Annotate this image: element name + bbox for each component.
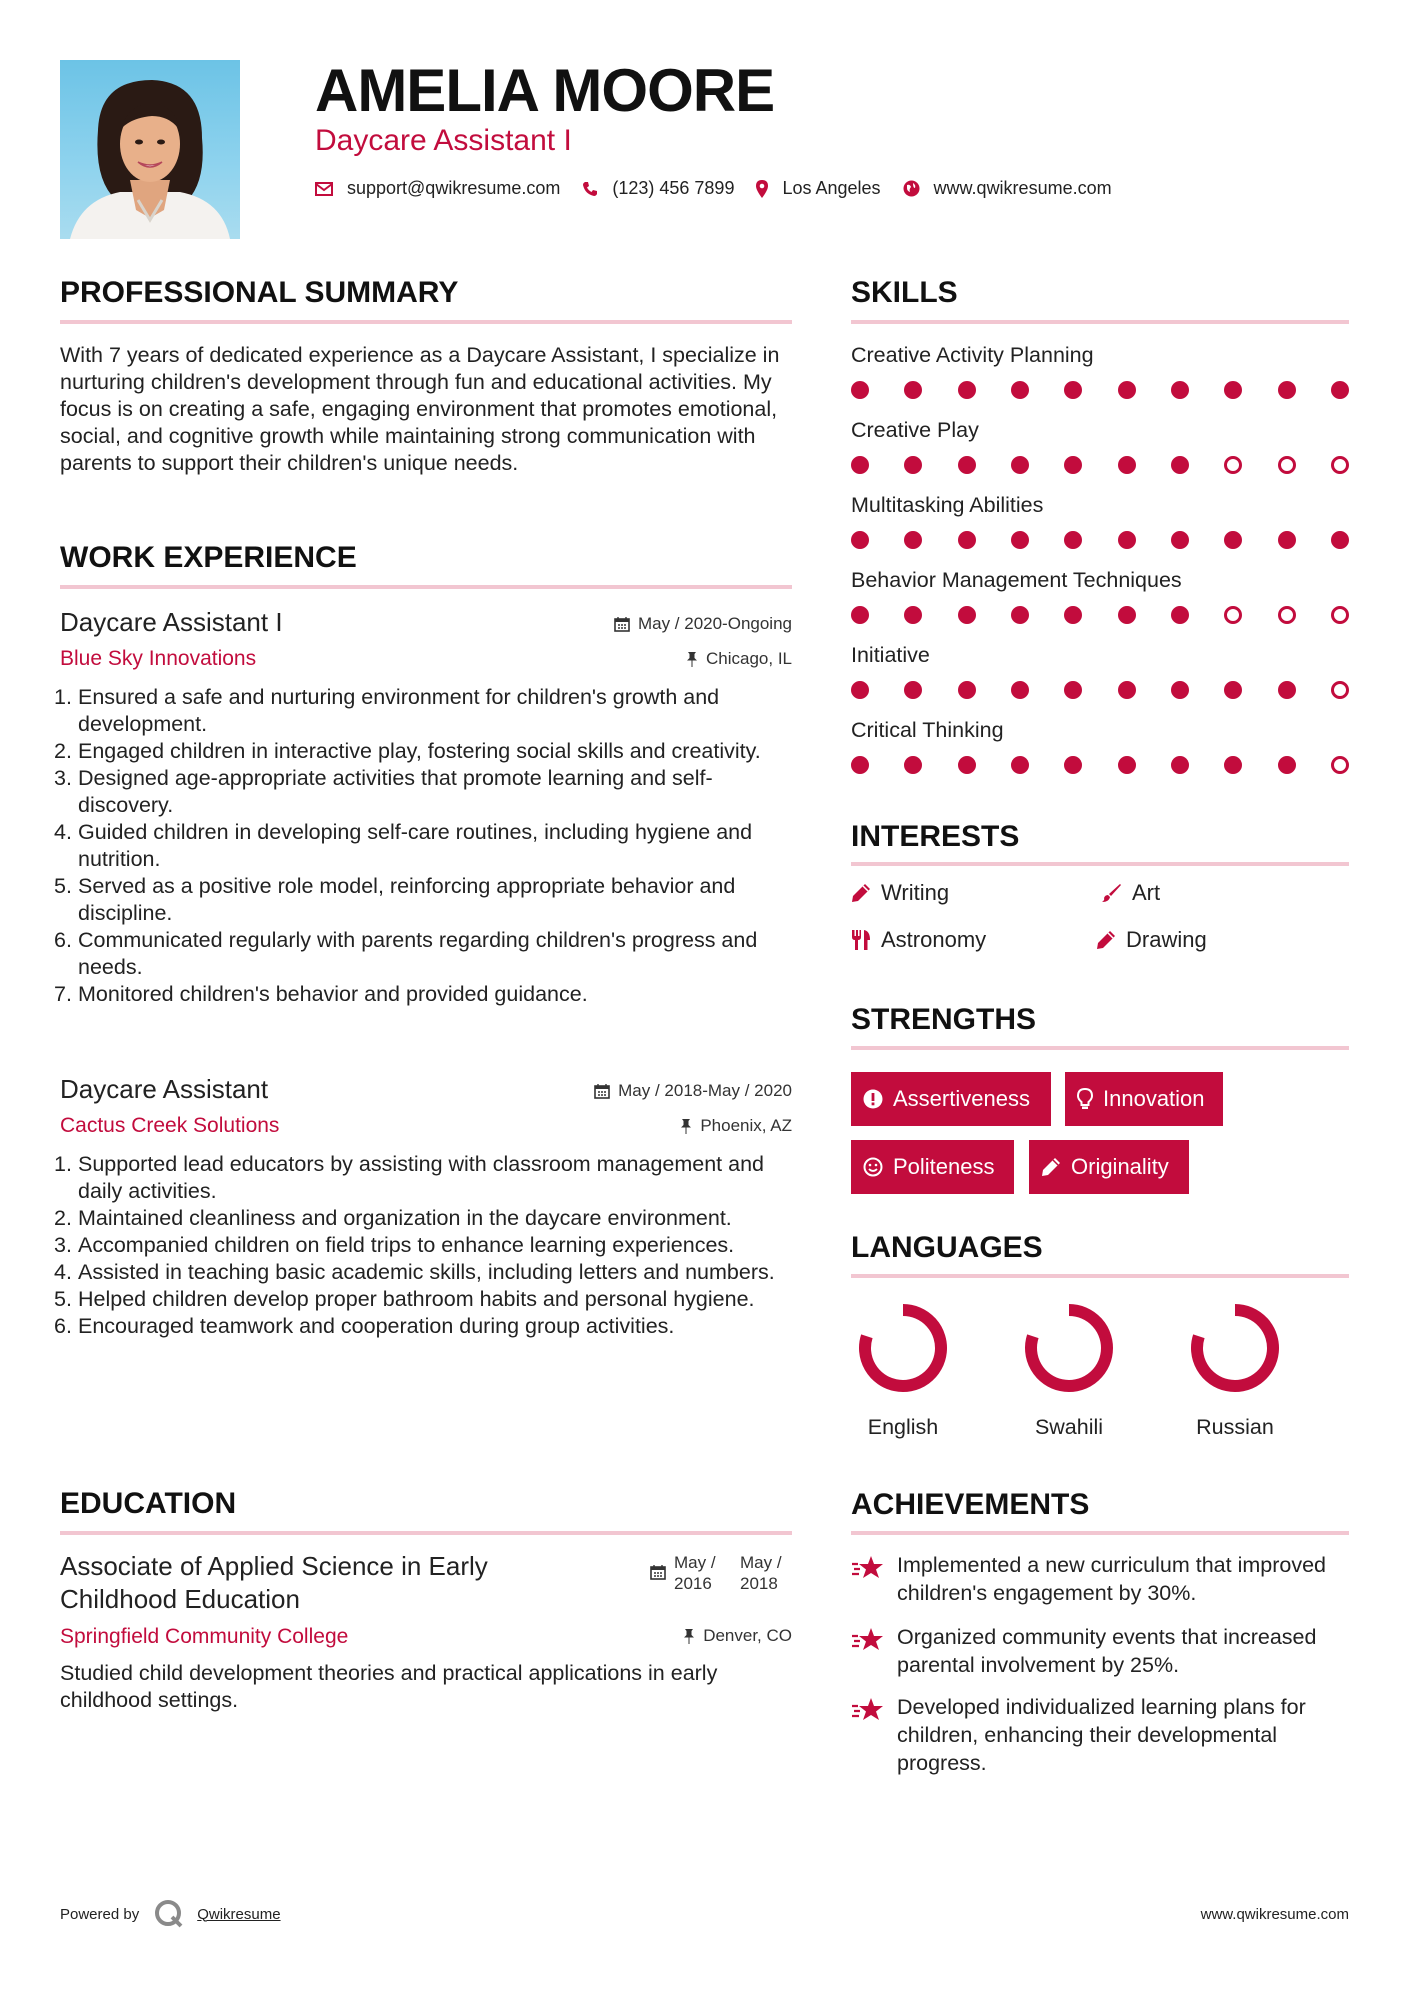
star-icon — [851, 1627, 885, 1653]
skill-dot-filled — [851, 531, 869, 549]
interest-label: Writing — [881, 880, 950, 905]
languages-heading: LANGUAGES — [851, 1231, 1043, 1264]
calendar-icon — [594, 1083, 610, 1099]
footer-branding — [60, 1898, 281, 1930]
pushpin-icon — [683, 1628, 695, 1644]
achievement-item — [851, 1623, 1351, 1679]
skill-name: Critical Thinking — [851, 718, 1004, 742]
map-pin-icon — [756, 180, 768, 198]
achievement-text: Organized community events that increased parental involvement by 25%. — [897, 1625, 1317, 1677]
education-dates — [650, 1552, 792, 1594]
skill-dot-empty — [1331, 681, 1349, 699]
skill-dot-filled — [904, 606, 922, 624]
list-item: 5. Helped children develop proper bathroom habits and personal hygiene. — [54, 1287, 755, 1311]
job-dates-text: May / 2018-May / 2020 — [618, 1081, 792, 1100]
skill-dot-filled — [958, 381, 976, 399]
powered-by-text: Powered by — [60, 1905, 140, 1923]
skill-dot-filled — [851, 606, 869, 624]
contact-email[interactable] — [315, 178, 560, 199]
skill-dot-filled — [1118, 381, 1136, 399]
contact-phone[interactable] — [582, 178, 734, 199]
skill-dot-filled — [958, 756, 976, 774]
list-item: 3. Designed age-appropriate activities that promote learning and self-discovery. — [54, 766, 713, 817]
interest-item — [851, 880, 949, 906]
achievement-item — [851, 1551, 1351, 1607]
job-entry — [54, 606, 792, 1008]
pencil-icon — [851, 883, 871, 903]
skill-dot-filled — [1011, 606, 1029, 624]
contact-bar — [315, 178, 1134, 199]
candidate-title: Daycare Assistant I — [315, 124, 572, 157]
interest-item — [1100, 880, 1160, 906]
language-name: Russian — [1196, 1415, 1274, 1439]
contact-location — [756, 178, 880, 199]
experience-heading: WORK EXPERIENCE — [60, 541, 357, 574]
footer-website[interactable]: www.qwikresume.com — [1200, 1906, 1349, 1923]
list-item: 4. Assisted in teaching basic academic skills, including letters and numbers. — [54, 1260, 775, 1284]
language-item — [848, 1300, 958, 1440]
exclamation-circle-icon — [863, 1089, 883, 1109]
education-divider — [60, 1531, 792, 1535]
job-dates — [594, 1081, 792, 1101]
education-description: Studied child development theories and practical applications in early childhood settings. — [60, 1661, 718, 1712]
skill-rating — [851, 456, 1349, 476]
skill-dot-filled — [1278, 381, 1296, 399]
list-item: 2. Maintained cleanliness and organization in the daycare environment. — [54, 1206, 732, 1230]
skill-name: Creative Activity Planning — [851, 343, 1094, 367]
language-item — [1014, 1300, 1124, 1440]
job-dates — [614, 614, 792, 634]
skill-dot-empty — [1224, 606, 1242, 624]
strength-label: Originality — [1071, 1154, 1169, 1179]
pushpin-icon — [686, 651, 698, 667]
skill-dot-filled — [904, 681, 922, 699]
skill-dot-filled — [851, 756, 869, 774]
strength-label: Innovation — [1103, 1086, 1205, 1111]
phone-icon — [582, 181, 598, 197]
skill-rating — [851, 681, 1349, 701]
job-entry — [54, 1073, 792, 1340]
list-item: 2. Engaged children in interactive play, fostering social skills and creativity. — [54, 739, 761, 763]
skill-dot-empty — [1278, 456, 1296, 474]
language-level-ring — [1187, 1300, 1283, 1396]
skill-dot-filled — [1118, 606, 1136, 624]
skill-rating — [851, 381, 1349, 401]
envelope-icon — [315, 182, 333, 196]
language-name: English — [867, 1415, 939, 1439]
skill-rating — [851, 756, 1349, 776]
skill-dot-filled — [1278, 531, 1296, 549]
skill-dot-filled — [958, 681, 976, 699]
list-item: 6. Encouraged teamwork and cooperation during group activities. — [54, 1314, 675, 1338]
job-location-text: Chicago, IL — [706, 649, 792, 668]
skill-name: Creative Play — [851, 418, 979, 442]
skill-dot-filled — [1224, 531, 1242, 549]
skill-dot-empty — [1331, 756, 1349, 774]
job-location — [686, 649, 792, 669]
skill-dot-filled — [1118, 681, 1136, 699]
calendar-icon — [614, 616, 630, 632]
pushpin-icon — [680, 1118, 692, 1134]
language-level-arc — [1031, 1310, 1107, 1386]
achievement-item — [851, 1693, 1351, 1777]
phone-text: (123) 456 7899 — [612, 178, 735, 198]
education-location — [683, 1626, 792, 1646]
job-location-text: Phoenix, AZ — [700, 1116, 792, 1135]
utensils-icon — [851, 929, 871, 951]
achievement-text: Implemented a new curriculum that improved children's engagement by 30%. — [897, 1553, 1326, 1605]
skill-dot-filled — [1171, 531, 1189, 549]
skill-dot-filled — [1118, 456, 1136, 474]
skill-dot-filled — [958, 456, 976, 474]
job-dates-text: May / 2020-Ongoing — [637, 614, 792, 633]
strength-badge — [1029, 1140, 1189, 1194]
skill-name: Behavior Management Techniques — [851, 568, 1182, 592]
job-company: Blue Sky Innovations — [60, 647, 257, 670]
skill-dot-filled — [1171, 681, 1189, 699]
skill-dot-filled — [904, 381, 922, 399]
pencil-icon — [1096, 930, 1116, 950]
skill-dot-empty — [1278, 606, 1296, 624]
skill-dot-filled — [1171, 756, 1189, 774]
skill-dot-filled — [1064, 456, 1082, 474]
skill-dot-filled — [958, 606, 976, 624]
experience-divider — [60, 585, 792, 589]
interest-item — [1096, 927, 1207, 953]
job-bullets — [54, 684, 792, 1008]
language-level-arc — [865, 1310, 941, 1386]
skill-dot-filled — [904, 531, 922, 549]
strengths-divider — [851, 1046, 1349, 1050]
star-icon — [851, 1555, 885, 1581]
skill-dot-empty — [1331, 606, 1349, 624]
skill-dot-filled — [1064, 606, 1082, 624]
strength-badge — [1065, 1072, 1223, 1126]
job-title: Daycare Assistant — [60, 1074, 269, 1104]
language-level-ring — [855, 1300, 951, 1396]
skill-dot-filled — [851, 381, 869, 399]
language-item — [1180, 1300, 1290, 1440]
skill-dot-filled — [904, 756, 922, 774]
education-start: May / 2016 — [674, 1553, 716, 1593]
language-level-arc — [1197, 1310, 1273, 1386]
skill-dot-filled — [1331, 531, 1349, 549]
list-item: 3. Accompanied children on field trips to enhance learning experiences. — [54, 1233, 735, 1257]
skill-dot-filled — [1224, 681, 1242, 699]
pencil-icon — [1041, 1157, 1061, 1177]
degree-title: Associate of Applied Science in Early Childhood Education — [60, 1551, 488, 1614]
interest-label: Drawing — [1126, 927, 1207, 952]
skill-dot-filled — [1011, 756, 1029, 774]
globe-icon — [903, 180, 920, 197]
skill-dot-filled — [1011, 531, 1029, 549]
skill-dot-empty — [1224, 456, 1242, 474]
smile-icon — [863, 1157, 883, 1177]
list-item: 1. Ensured a safe and nurturing environment for children's growth and development. — [54, 685, 720, 736]
skill-dot-filled — [1064, 531, 1082, 549]
skill-dot-filled — [1011, 456, 1029, 474]
summary-heading: PROFESSIONAL SUMMARY — [60, 276, 459, 309]
skill-dot-filled — [1278, 756, 1296, 774]
achievements-heading: ACHIEVEMENTS — [851, 1488, 1090, 1521]
skill-dot-filled — [1064, 756, 1082, 774]
lightbulb-icon — [1077, 1088, 1093, 1110]
skills-divider — [851, 320, 1349, 324]
skill-dot-filled — [958, 531, 976, 549]
language-name: Swahili — [1034, 1415, 1104, 1439]
list-item: 6. Communicated regularly with parents regarding children's progress and needs. — [54, 928, 758, 979]
strength-label: Assertiveness — [893, 1086, 1030, 1111]
job-location — [680, 1116, 792, 1136]
summary-text: With 7 years of dedicated experience as a Daycare Assistant, I specialize in nurturing children's development through fun and educational activities. My focus is on creating a safe, engaging environment that promotes emotional, social, and cognitive growth while maintaining strong communication with parents to support their children's unique needs. — [60, 343, 780, 475]
candidate-name: AMELIA MOORE — [315, 57, 775, 124]
skill-dot-filled — [1278, 681, 1296, 699]
job-bullets — [54, 1151, 792, 1340]
skill-dot-filled — [1011, 381, 1029, 399]
skill-name: Initiative — [851, 643, 930, 667]
list-item: 5. Served as a positive role model, reinforcing appropriate behavior and discipline. — [54, 874, 736, 925]
interest-label: Art — [1132, 880, 1161, 905]
list-item: 7. Monitored children's behavior and provided guidance. — [54, 982, 588, 1006]
education-entry — [60, 1550, 792, 1714]
brush-icon — [1100, 883, 1122, 903]
strength-label: Politeness — [893, 1154, 995, 1179]
skill-dot-empty — [1331, 456, 1349, 474]
calendar-icon — [650, 1564, 666, 1580]
skills-heading: SKILLS — [851, 276, 958, 309]
strength-badge — [851, 1140, 1014, 1194]
skill-dot-filled — [1171, 381, 1189, 399]
interests-heading: INTERESTS — [851, 820, 1020, 853]
contact-website[interactable] — [903, 178, 1112, 199]
interests-divider — [851, 862, 1349, 866]
qwikresume-link[interactable]: Qwikresume — [197, 1905, 281, 1923]
languages-divider — [851, 1274, 1349, 1278]
skill-dot-filled — [1171, 456, 1189, 474]
skill-dot-filled — [1224, 381, 1242, 399]
skill-rating — [851, 606, 1349, 626]
skill-dot-filled — [1011, 681, 1029, 699]
skill-dot-filled — [851, 681, 869, 699]
summary-divider — [60, 320, 792, 324]
education-heading: EDUCATION — [60, 1487, 237, 1520]
website-text: www.qwikresume.com — [933, 178, 1112, 198]
list-item: 1. Supported lead educators by assisting with classroom management and daily activities. — [54, 1152, 764, 1203]
skill-rating — [851, 531, 1349, 551]
skill-dot-filled — [1224, 756, 1242, 774]
skill-dot-filled — [1171, 606, 1189, 624]
skill-dot-filled — [1331, 381, 1349, 399]
star-icon — [851, 1697, 885, 1723]
job-company: Cactus Creek Solutions — [60, 1114, 280, 1137]
achievement-text: Developed individualized learning plans for children, enhancing their developmental progress. — [897, 1695, 1306, 1775]
skill-dot-filled — [1118, 756, 1136, 774]
interest-item — [851, 927, 986, 953]
achievements-divider — [851, 1531, 1349, 1535]
strength-badge — [851, 1072, 1051, 1126]
job-title: Daycare Assistant I — [60, 607, 283, 637]
email-text: support@qwikresume.com — [347, 178, 561, 198]
skill-name: Multitasking Abilities — [851, 493, 1044, 517]
language-level-ring — [1021, 1300, 1117, 1396]
interest-label: Astronomy — [881, 927, 987, 952]
skill-dot-filled — [851, 456, 869, 474]
strengths-heading: STRENGTHS — [851, 1003, 1037, 1036]
skill-dot-filled — [1064, 681, 1082, 699]
list-item: 4. Guided children in developing self-care routines, including hygiene and nutrition. — [54, 820, 753, 871]
education-end: May / 2018 — [740, 1553, 782, 1593]
skill-dot-filled — [904, 456, 922, 474]
education-location-text: Denver, CO — [703, 1626, 792, 1645]
skill-dot-filled — [1064, 381, 1082, 399]
location-text: Los Angeles — [782, 178, 881, 198]
qwikresume-logo-icon — [153, 1898, 185, 1930]
school-name: Springfield Community College — [60, 1625, 349, 1648]
skill-dot-filled — [1118, 531, 1136, 549]
profile-photo — [60, 60, 240, 239]
